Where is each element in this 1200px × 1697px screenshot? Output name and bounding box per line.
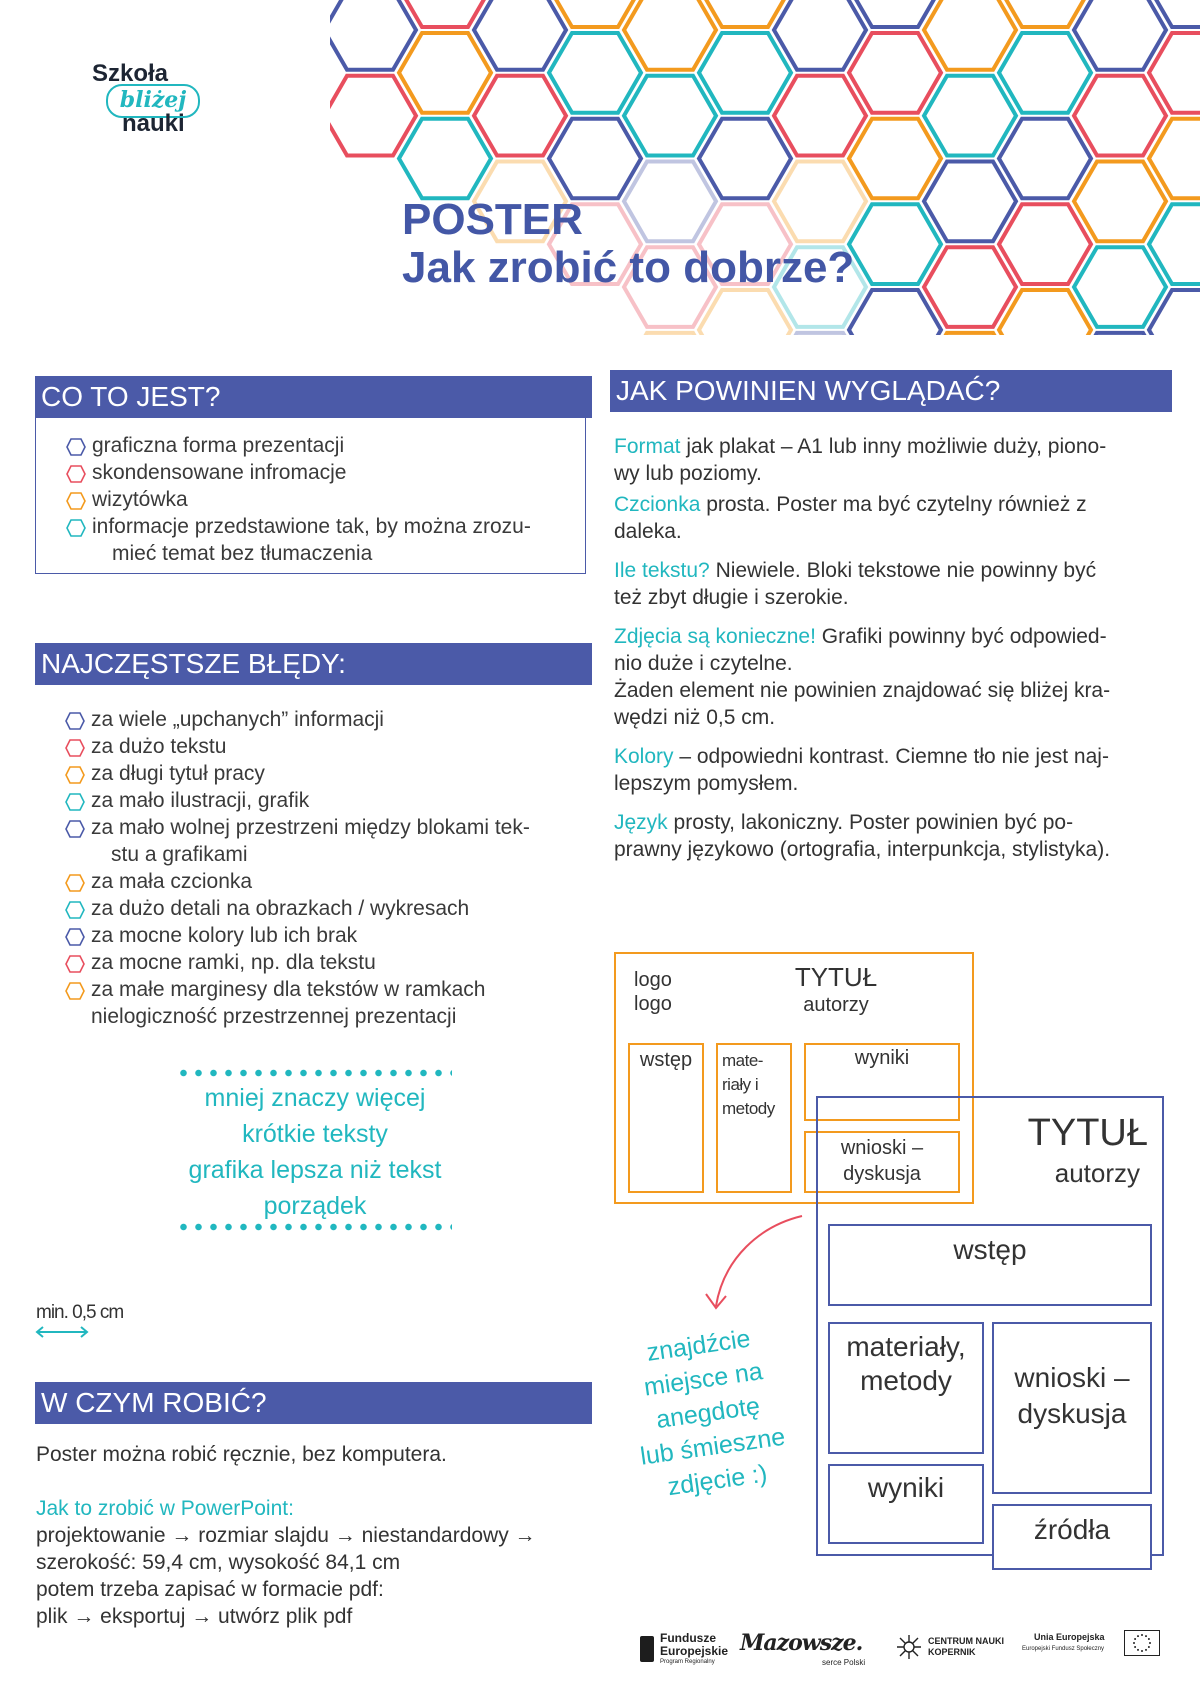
layout-big-title: TYTUŁ — [1027, 1112, 1148, 1154]
look-paragraphs — [614, 433, 1174, 863]
look-paragraph-text-amount: Ile tekstu? Niewiele. Bloki tekstowe nie powinny być też zbyt długie i szerokie. — [614, 559, 1097, 609]
layout-big-conclusions-box — [992, 1322, 1152, 1494]
decorative-hexagon — [849, 119, 941, 199]
decorative-hexagon — [399, 33, 491, 113]
look-paragraph-colors: Kolory – odpowiedni kontrast. Ciemne tło nie jest naj- lepszym pomysłem. — [614, 745, 1109, 795]
dotted-divider-bottom — [176, 1222, 452, 1232]
eu-star — [1145, 1635, 1147, 1637]
hexagon-bullet-icon — [65, 901, 85, 919]
decorative-hexagon — [849, 290, 941, 335]
list-item: za mało wolnej przestrzeni między blokami tek- stu a grafikami — [61, 814, 601, 868]
how-to-line: Poster można robić ręcznie, bez komputera. — [36, 1443, 447, 1466]
eu-star — [1148, 1638, 1150, 1640]
eu-star — [1134, 1638, 1136, 1640]
layout-small-intro-box — [628, 1043, 704, 1193]
decorative-hexagon — [474, 76, 566, 156]
list-item: za długi tytuł pracy — [61, 760, 601, 787]
title-line-1: POSTER — [402, 195, 583, 244]
decorative-hexagon — [924, 162, 1016, 242]
layout-big-header — [974, 1096, 1164, 1206]
decorative-hexagon — [849, 33, 941, 113]
layout-small-results: wyniki — [854, 1047, 910, 1069]
decorative-hexagon — [774, 0, 866, 70]
hexagon-bullet-icon — [65, 982, 85, 1000]
list-item: za mało ilustracji, grafik — [61, 787, 601, 814]
list-item: za wiele „upchanych” informacji — [61, 706, 601, 733]
double-arrow-icon — [34, 1326, 90, 1338]
eu-star — [1141, 1650, 1143, 1652]
what-is-box — [35, 418, 586, 574]
eu-star — [1145, 1649, 1147, 1651]
list-item: wizytówka — [62, 486, 585, 513]
list-item: informacje przedstawione tak, by można zrozu- mieć temat bez tłumaczenia — [62, 513, 585, 567]
hexagon-bullet-icon — [66, 465, 86, 483]
motto-block — [150, 1080, 480, 1224]
layout-big-conclusions: wnioski – dyskusja — [1014, 1362, 1130, 1429]
decorative-hexagon — [924, 247, 1016, 327]
anecdote-note: znajdźcie miejsce na anegdotę lub śmieszne zdjęcie :) — [638, 1324, 787, 1502]
powerpoint-heading: Jak to zrobić w PowerPoint: — [36, 1497, 294, 1520]
eu-star — [1137, 1649, 1139, 1651]
errors-list — [61, 706, 601, 1030]
eu-flag-icon — [1124, 1630, 1160, 1656]
eu-star — [1133, 1642, 1135, 1644]
look-paragraph-images: Zdjęcia są konieczne! Grafiki powinny być odpowied- nio duże i czytelne. Żaden element nie powinien znajdować się bliżej kra- wędzi niż 0,5 cm. — [614, 625, 1111, 729]
decorative-hexagon — [999, 290, 1091, 335]
powerpoint-step: plik → eksportuj → utwórz plik pdf — [36, 1605, 353, 1628]
eu-star — [1141, 1634, 1143, 1636]
decorative-hexagon — [999, 204, 1091, 284]
hexagon-bullet-icon — [65, 820, 85, 838]
hexagon-bullet-icon — [66, 492, 86, 510]
look-paragraph-language: Język prosty, lakoniczny. Poster powinien być po- prawny językowo (ortografia, interpunkcja, stylistyka). — [614, 811, 1111, 861]
list-item: za mała czcionka — [61, 868, 601, 895]
list-item: za dużo detali na obrazkach / wykresach — [61, 895, 601, 922]
eu-star — [1148, 1646, 1150, 1648]
page-title — [402, 196, 854, 292]
title-line-2: Jak zrobić to dobrze? — [402, 243, 855, 292]
eu-star — [1134, 1646, 1136, 1648]
list-item: skondensowane infromacje — [62, 459, 585, 486]
logo-line-1: Szkoła — [92, 60, 169, 87]
layout-big-results-box — [828, 1464, 984, 1544]
margin-note: min. 0,5 cm — [36, 1302, 124, 1323]
logo-line-3: nauki — [122, 110, 185, 137]
section-heading-errors: NAJCZĘSTSZE BŁĘDY: — [35, 643, 592, 685]
section-heading-look: JAK POWINIEN WYGLĄDAĆ? — [610, 370, 1172, 412]
layout-small-materials-box — [716, 1043, 792, 1193]
section-heading-how-to: W CZYM ROBIĆ? — [35, 1382, 592, 1424]
layout-small-materials: mate- riały i metody — [722, 1051, 775, 1118]
layout-small-conclusions: wnioski – dyskusja — [840, 1137, 924, 1185]
decorative-hexagon — [399, 119, 491, 199]
hexagon-bullet-icon — [66, 438, 86, 456]
layout-big-materials-box — [828, 1322, 984, 1454]
layout-big-authors: autorzy — [1054, 1158, 1140, 1188]
decorative-hexagon — [699, 119, 791, 199]
decorative-hexagon — [774, 76, 866, 156]
powerpoint-step: potem trzeba zapisać w formacie pdf: — [36, 1578, 384, 1601]
decorative-hexagon — [549, 119, 641, 199]
decorative-hexagon — [330, 76, 416, 156]
look-paragraph-font: Czcionka prosta. Poster ma być czytelny również z daleka. — [614, 493, 1087, 543]
how-to-text — [36, 1441, 596, 1630]
powerpoint-step: szerokość: 59,4 cm, wysokość 84,1 cm — [36, 1551, 401, 1574]
eu-star — [1149, 1642, 1151, 1644]
list-item: za mocne ramki, np. dla tekstu — [61, 949, 601, 976]
hexagon-bullet-icon — [65, 928, 85, 946]
motto-line: grafika lepsza niż tekst — [188, 1156, 442, 1184]
list-item: za mocne kolory lub ich brak — [61, 922, 601, 949]
decorative-hexagon — [924, 0, 1016, 70]
layout-small-logo: logo logo — [634, 969, 672, 1015]
decorative-hexagon — [999, 33, 1091, 113]
layout-big-intro-box — [828, 1224, 1152, 1306]
decorative-hexagon — [999, 119, 1091, 199]
decorative-hexagon — [549, 33, 641, 113]
sun-icon — [896, 1634, 922, 1660]
decorative-hexagon — [699, 33, 791, 113]
hexagon-bullet-icon — [65, 955, 85, 973]
decorative-hexagon — [699, 290, 791, 335]
layout-big-sources: źródła — [1033, 1514, 1111, 1545]
look-paragraph-format: Format jak plakat – A1 lub inny możliwie duży, piono- wy lub poziomy. — [614, 435, 1107, 485]
decorative-hexagon — [624, 0, 716, 70]
list-item: za dużo tekstu — [61, 733, 601, 760]
decorative-hexagon — [924, 76, 1016, 156]
hexagon-bullet-icon — [65, 874, 85, 892]
layout-big-sources-box — [992, 1504, 1152, 1570]
hexagon-bullet-icon — [65, 766, 85, 784]
decorative-hexagon — [849, 204, 941, 284]
layout-small-intro: wstęp — [639, 1049, 693, 1071]
section-heading-what-is: CO TO JEST? — [35, 376, 592, 418]
decorative-hexagon — [1074, 247, 1166, 327]
powerpoint-step: projektowanie → rozmiar slajdu → niestandardowy → — [36, 1524, 536, 1547]
hexagon-bullet-icon — [65, 712, 85, 730]
motto-line: mniej znaczy więcej — [204, 1084, 426, 1112]
list-item: graficzna forma prezentacji — [62, 432, 585, 459]
layout-big-results: wyniki — [867, 1472, 945, 1503]
decorative-hexagon — [1074, 0, 1166, 70]
curved-arrow-icon — [690, 1210, 810, 1320]
motto-line: krótkie teksty — [242, 1120, 388, 1148]
layout-big-materials: materiały, metody — [846, 1331, 966, 1396]
dotted-divider-top — [176, 1068, 452, 1078]
decorative-hexagon — [1074, 162, 1166, 242]
eu-star — [1137, 1635, 1139, 1637]
motto-line: porządek — [263, 1192, 367, 1220]
decorative-hexagon — [474, 0, 566, 70]
decorative-hexagon — [1149, 290, 1200, 335]
list-item: nielogiczność przestrzennej prezentacji — [91, 1005, 457, 1028]
hexagon-bullet-icon — [65, 739, 85, 757]
decorative-hexagon — [1074, 76, 1166, 156]
what-is-list — [62, 432, 585, 567]
hexagon-bullet-icon — [65, 793, 85, 811]
list-item: za małe marginesy dla tekstów w ramkach — [61, 976, 601, 1003]
logo-line-2: bliżej — [106, 84, 200, 118]
layout-big-intro: wstęp — [953, 1234, 1027, 1265]
decorative-hexagon — [624, 76, 716, 156]
hexagon-bullet-icon — [66, 519, 86, 537]
layout-small-title: TYTUŁ — [794, 962, 878, 992]
decorative-hexagon — [330, 0, 416, 70]
layout-small-authors: autorzy — [803, 994, 869, 1016]
flag-icon — [640, 1636, 654, 1662]
school-logo — [82, 56, 202, 140]
